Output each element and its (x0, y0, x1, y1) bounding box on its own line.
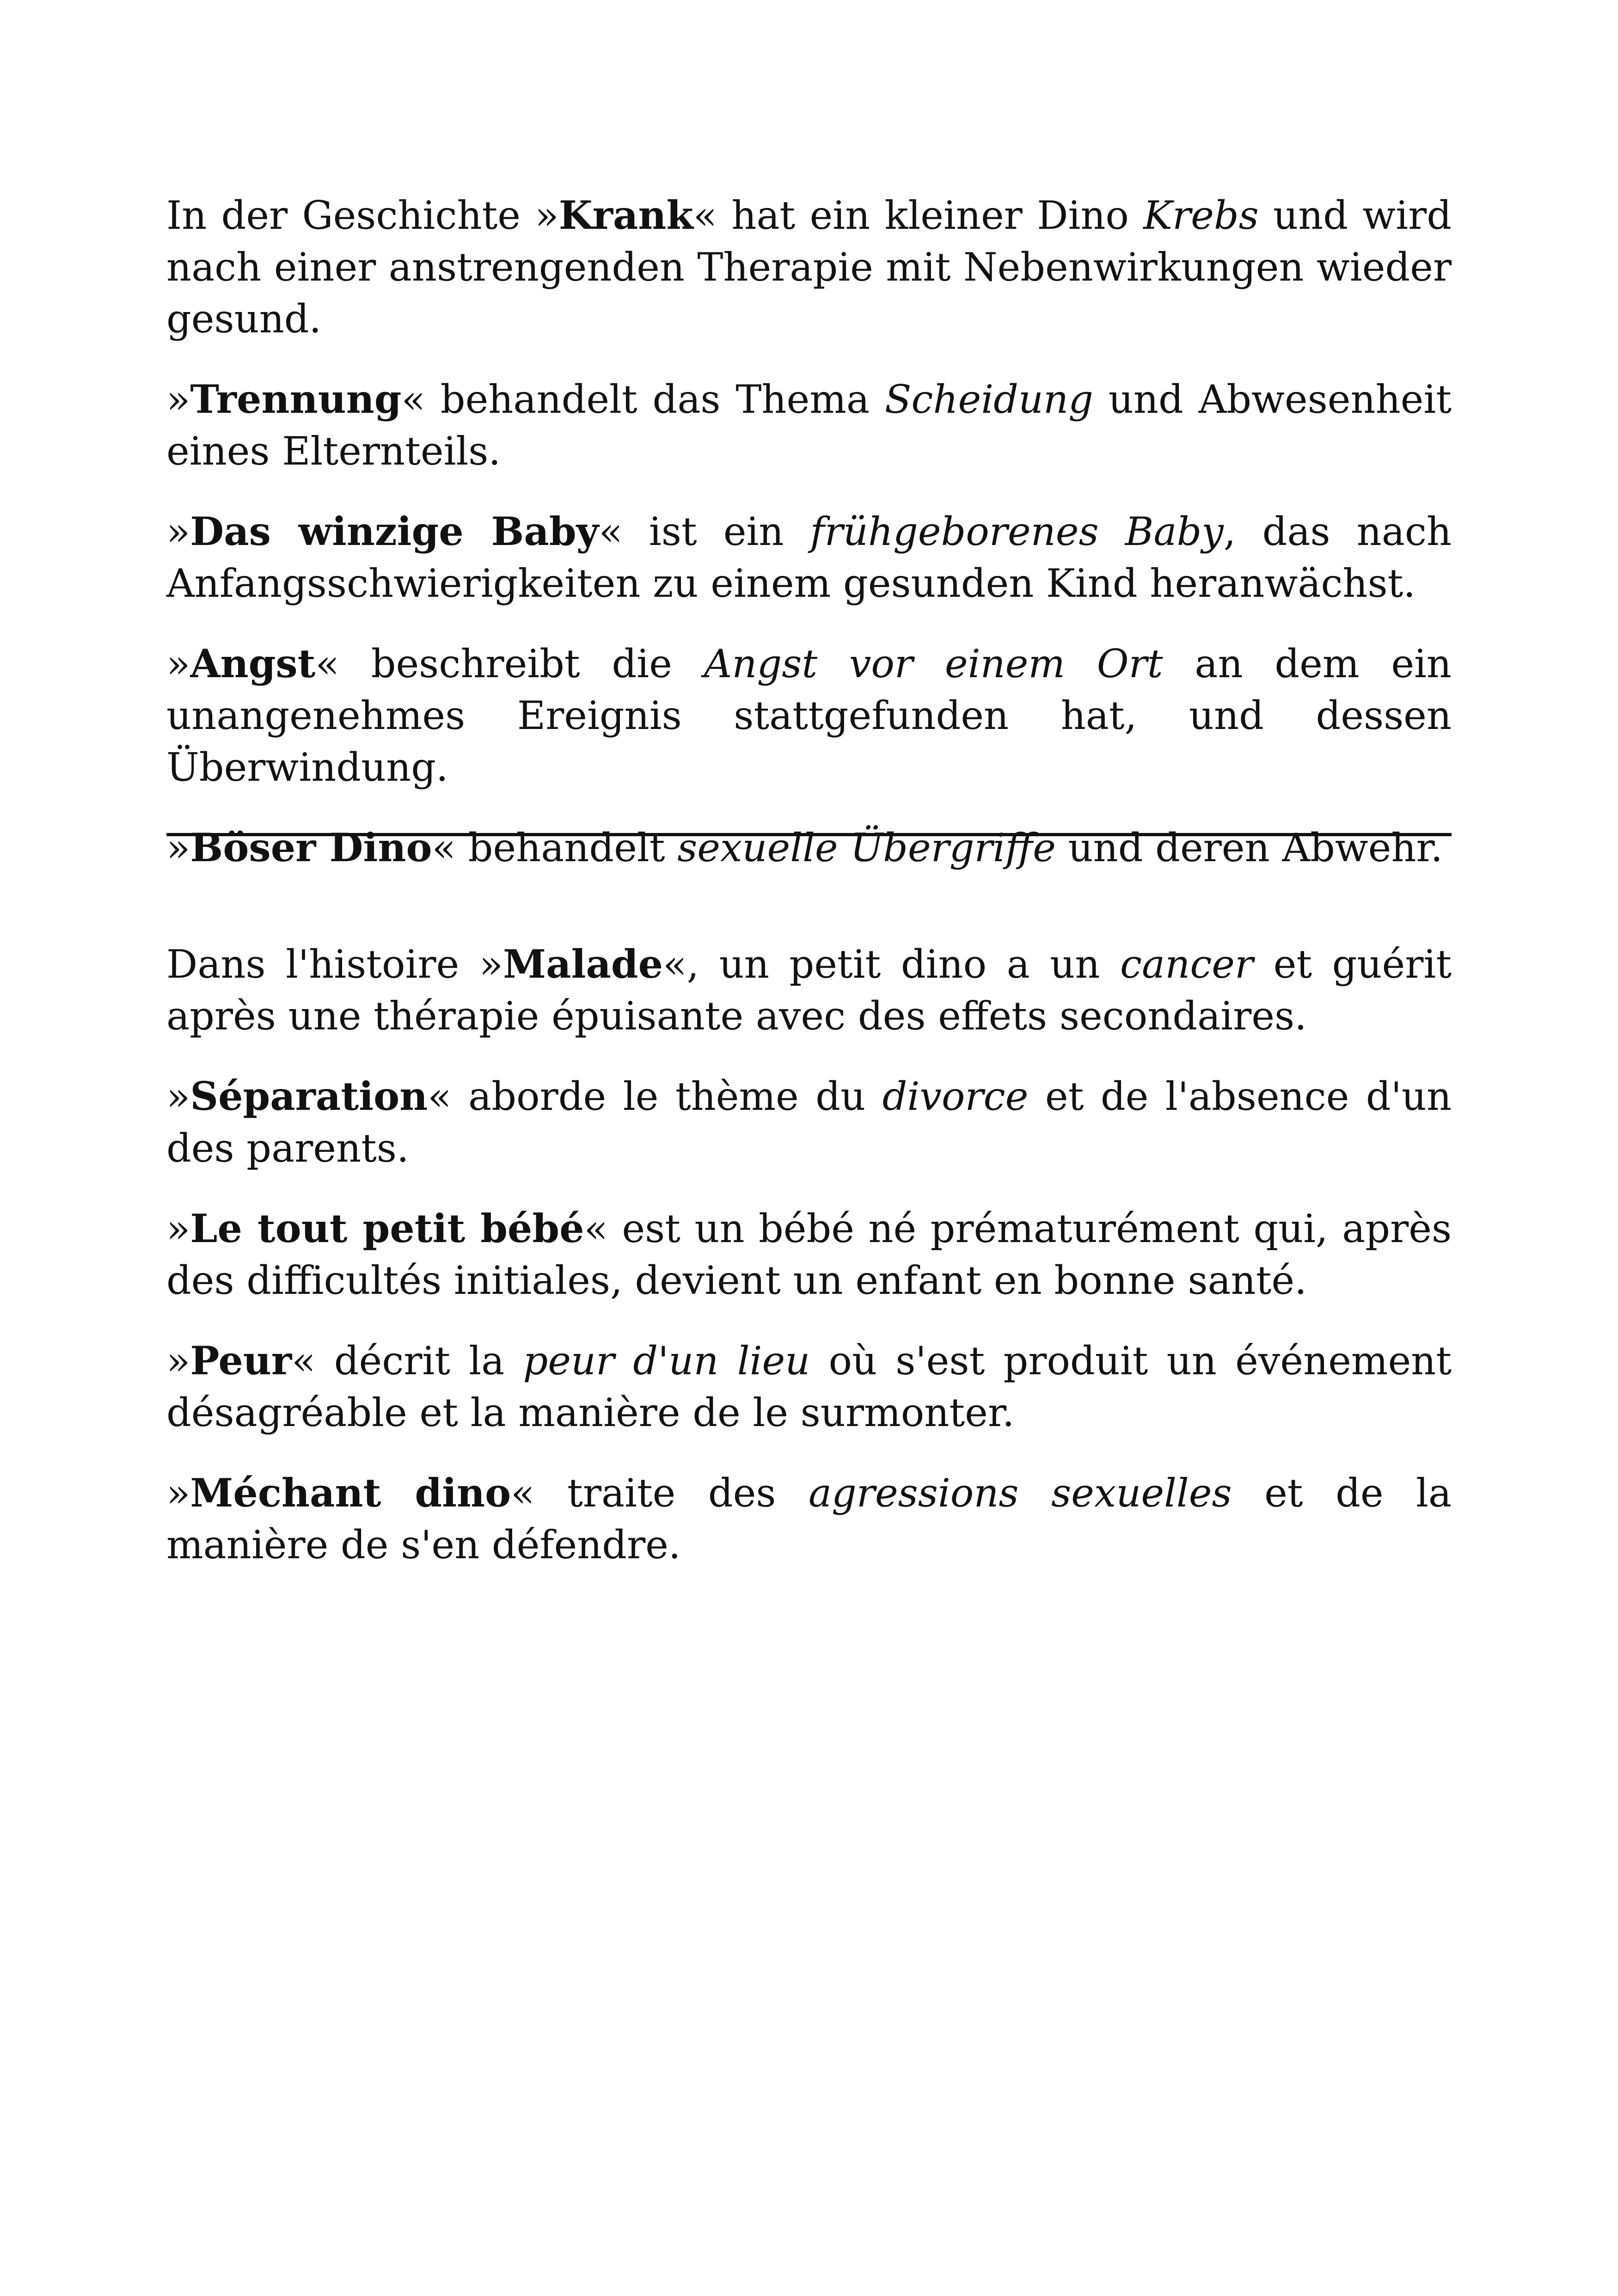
text-run: » (166, 1206, 190, 1251)
topic-emphasis: frühgeborenes Baby (810, 509, 1224, 554)
text-run: et de la manière de s'en défendre. (166, 1470, 1452, 1567)
text-run: » (166, 509, 190, 554)
text-run: und wird nach einer anstrengenden Therapie mit Nebenwirkungen wieder gesund. (166, 193, 1452, 342)
topic-emphasis: divorce (882, 1074, 1029, 1119)
text-run: und Abwesenheit eines Elternteils. (166, 377, 1452, 474)
paragraph-krank (166, 190, 1452, 345)
paragraph-trennung (166, 373, 1452, 477)
text-run: « behandelt das Thema (401, 377, 885, 422)
topic-emphasis: cancer (1120, 942, 1254, 987)
story-title: Malade (503, 941, 663, 987)
text-run: an dem ein unangenehmes Ereignis stattgefunden hat, und dessen Überwindung. (166, 641, 1452, 790)
paragraph-boeser-dino (166, 822, 1452, 874)
text-run: » (166, 641, 190, 686)
paragraph-separation (166, 1071, 1452, 1174)
paragraph-peur (166, 1335, 1452, 1439)
text-run: In der Geschichte » (166, 193, 559, 238)
topic-emphasis: agressions sexuelles (808, 1470, 1232, 1516)
text-run: « traite des (511, 1470, 809, 1516)
text-run: » (166, 1074, 190, 1119)
topic-emphasis: Scheidung (884, 377, 1093, 422)
story-title: Krank (558, 192, 693, 238)
story-title: Méchant dino (190, 1470, 511, 1516)
text-run: und deren Abwehr. (1055, 825, 1443, 870)
paragraph-le-tout-petit-bebe (166, 1203, 1452, 1306)
story-title: Böser Dino (190, 825, 432, 870)
text-run: « beschreibt die (315, 641, 704, 686)
paragraph-das-winzige-baby (166, 506, 1452, 609)
paragraph-mechant-dino (166, 1467, 1452, 1571)
text-run: « est un bébé né prématurément qui, après des difficultés initiales, devient un enfant en bonne santé. (166, 1206, 1452, 1303)
text-run: « ist ein (599, 509, 810, 554)
text-run: Dans l'histoire » (166, 942, 503, 987)
topic-emphasis: peur d'un lieu (523, 1338, 810, 1384)
french-section (166, 938, 1452, 1599)
story-title: Das winzige Baby (190, 508, 599, 554)
text-run: «, un petit dino a un (663, 942, 1120, 987)
story-title: Trennung (190, 376, 402, 422)
story-title: Peur (190, 1338, 292, 1384)
text-run: et guérit après une thérapie épuisante avec des effets secondaires. (166, 942, 1452, 1039)
text-run: « hat ein kleiner Dino (693, 193, 1144, 238)
text-run: , das nach Anfangsschwierigkeiten zu einem gesunden Kind heranwächst. (166, 509, 1452, 606)
text-run: « aborde le thème du (428, 1074, 883, 1119)
story-title: Le tout petit bébé (190, 1206, 584, 1251)
paragraph-malade (166, 938, 1452, 1042)
text-run: où s'est produit un événement désagréable et la manière de le surmonter. (166, 1338, 1452, 1435)
text-run: » (166, 377, 190, 422)
section-divider (166, 833, 1452, 836)
story-title: Séparation (190, 1073, 428, 1119)
german-section (166, 190, 1452, 902)
text-run: » (166, 1338, 190, 1384)
paragraph-angst (166, 638, 1452, 793)
topic-emphasis: Krebs (1143, 193, 1259, 238)
text-run: et de l'absence d'un des parents. (166, 1074, 1452, 1171)
text-run: » (166, 825, 190, 870)
text-run: « décrit la (292, 1338, 523, 1384)
story-title: Angst (190, 641, 316, 686)
text-run: « behandelt (432, 825, 678, 870)
topic-emphasis: sexuelle Übergriffe (677, 825, 1056, 870)
topic-emphasis: Angst vor einem Ort (704, 641, 1163, 686)
text-run: » (166, 1470, 190, 1516)
